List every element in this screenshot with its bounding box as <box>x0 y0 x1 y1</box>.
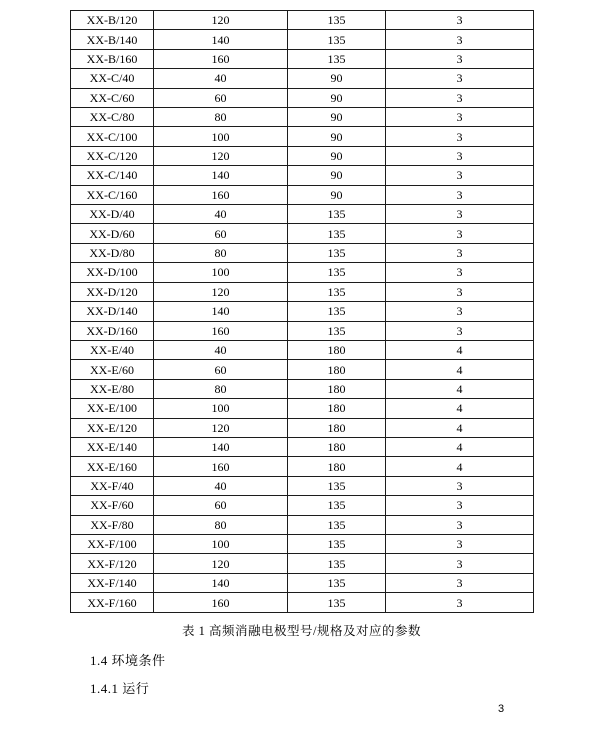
table-cell: 3 <box>386 166 534 185</box>
section-heading-operation: 1.4.1 运行 <box>90 681 150 696</box>
table-cell: XX-D/140 <box>71 302 154 321</box>
table-row <box>71 205 534 224</box>
table-row <box>71 554 534 573</box>
table-row <box>71 69 534 88</box>
table-row <box>71 224 534 243</box>
table-cell: XX-B/120 <box>71 11 154 30</box>
table-cell: 120 <box>154 11 288 30</box>
table-cell: 140 <box>154 166 288 185</box>
table-cell: 140 <box>154 573 288 592</box>
table-row <box>71 321 534 340</box>
table-cell: 3 <box>386 185 534 204</box>
table-cell: 60 <box>154 496 288 515</box>
table-cell: 135 <box>288 321 386 340</box>
table-row <box>71 166 534 185</box>
table-cell: XX-C/140 <box>71 166 154 185</box>
table-cell: 4 <box>386 437 534 456</box>
table-cell: XX-C/100 <box>71 127 154 146</box>
table-row <box>71 379 534 398</box>
electrode-spec-table <box>70 10 534 613</box>
table-cell: 120 <box>154 282 288 301</box>
table-cell: 180 <box>288 437 386 456</box>
table-cell: 135 <box>288 593 386 613</box>
table-cell: 160 <box>154 321 288 340</box>
table-cell: 3 <box>386 593 534 613</box>
table-cell: XX-E/120 <box>71 418 154 437</box>
table-cell: 180 <box>288 379 386 398</box>
table-cell: 135 <box>288 534 386 553</box>
table-cell: 3 <box>386 30 534 49</box>
table-cell: 80 <box>154 379 288 398</box>
table-cell: XX-F/100 <box>71 534 154 553</box>
table-row <box>71 457 534 476</box>
table-row <box>71 340 534 359</box>
table-cell: 140 <box>154 437 288 456</box>
table-cell: 3 <box>386 205 534 224</box>
table-cell: XX-D/80 <box>71 243 154 262</box>
table-cell: 135 <box>288 573 386 592</box>
table-cell: 135 <box>288 224 386 243</box>
table-row <box>71 360 534 379</box>
table-row <box>71 282 534 301</box>
table-cell: 160 <box>154 49 288 68</box>
table-cell: 100 <box>154 399 288 418</box>
table-cell: XX-F/140 <box>71 573 154 592</box>
table-cell: 3 <box>386 321 534 340</box>
table-cell: XX-F/160 <box>71 593 154 613</box>
table-cell: 180 <box>288 340 386 359</box>
table-cell: XX-D/60 <box>71 224 154 243</box>
table-cell: XX-E/100 <box>71 399 154 418</box>
table-cell: 60 <box>154 360 288 379</box>
table-row <box>71 30 534 49</box>
table-cell: 160 <box>154 457 288 476</box>
table-cell: 3 <box>386 69 534 88</box>
table-cell: XX-F/120 <box>71 554 154 573</box>
table-cell: 135 <box>288 302 386 321</box>
table-cell: XX-D/120 <box>71 282 154 301</box>
table-cell: XX-E/160 <box>71 457 154 476</box>
table-cell: 3 <box>386 534 534 553</box>
table-cell: XX-F/60 <box>71 496 154 515</box>
table-cell: 90 <box>288 146 386 165</box>
table-cell: 100 <box>154 263 288 282</box>
table-cell: 4 <box>386 340 534 359</box>
table-cell: 3 <box>386 282 534 301</box>
table-cell: 3 <box>386 302 534 321</box>
table-row <box>71 108 534 127</box>
table-cell: XX-B/160 <box>71 49 154 68</box>
table-cell: 120 <box>154 554 288 573</box>
table-cell: 160 <box>154 185 288 204</box>
table-cell: 40 <box>154 476 288 495</box>
table-row <box>71 263 534 282</box>
table-cell: 90 <box>288 88 386 107</box>
table-row <box>71 243 534 262</box>
table-cell: 135 <box>288 205 386 224</box>
table-cell: 90 <box>288 108 386 127</box>
table-cell: XX-D/100 <box>71 263 154 282</box>
table-row <box>71 534 534 553</box>
table-cell: 3 <box>386 11 534 30</box>
table-cell: 4 <box>386 418 534 437</box>
table-cell: XX-E/140 <box>71 437 154 456</box>
table-cell: 3 <box>386 515 534 534</box>
table-cell: 4 <box>386 399 534 418</box>
table-cell: XX-E/40 <box>71 340 154 359</box>
table-cell: 40 <box>154 69 288 88</box>
table-row <box>71 496 534 515</box>
table-row <box>71 302 534 321</box>
table-row <box>71 185 534 204</box>
table-cell: 120 <box>154 146 288 165</box>
table-cell: 90 <box>288 185 386 204</box>
table-cell: XX-C/160 <box>71 185 154 204</box>
table-row <box>71 127 534 146</box>
table-cell: 100 <box>154 534 288 553</box>
table-cell: 135 <box>288 476 386 495</box>
table-cell: 135 <box>288 496 386 515</box>
table-row <box>71 418 534 437</box>
table-cell: 180 <box>288 418 386 437</box>
table-cell: 80 <box>154 243 288 262</box>
table-row <box>71 476 534 495</box>
table-cell: 4 <box>386 360 534 379</box>
table-row <box>71 515 534 534</box>
section-heading-environment: 1.4 环境条件 <box>90 653 166 668</box>
table-cell: 3 <box>386 108 534 127</box>
table-cell: 80 <box>154 515 288 534</box>
table-row <box>71 573 534 592</box>
table-cell: 135 <box>288 263 386 282</box>
table-cell: 135 <box>288 11 386 30</box>
table-cell: 60 <box>154 88 288 107</box>
table-row <box>71 593 534 613</box>
table-cell: 180 <box>288 457 386 476</box>
table-cell: XX-C/60 <box>71 88 154 107</box>
table-row <box>71 146 534 165</box>
table-cell: 4 <box>386 379 534 398</box>
table-cell: 135 <box>288 49 386 68</box>
table-cell: 135 <box>288 554 386 573</box>
table-cell: 4 <box>386 457 534 476</box>
table-caption: 表 1 高频消融电极型号/规格及对应的参数 <box>182 624 421 638</box>
table-cell: XX-F/80 <box>71 515 154 534</box>
table-cell: 90 <box>288 69 386 88</box>
table-cell: 60 <box>154 224 288 243</box>
table-cell: XX-D/160 <box>71 321 154 340</box>
table-row <box>71 399 534 418</box>
table-row <box>71 49 534 68</box>
table-cell: XX-E/80 <box>71 379 154 398</box>
table-cell: 180 <box>288 399 386 418</box>
table-body <box>71 11 534 613</box>
table-row <box>71 437 534 456</box>
table-cell: 3 <box>386 554 534 573</box>
table-cell: 140 <box>154 30 288 49</box>
table-cell: 135 <box>288 30 386 49</box>
table-cell: 3 <box>386 476 534 495</box>
table-cell: XX-C/120 <box>71 146 154 165</box>
table-cell: 160 <box>154 593 288 613</box>
table-cell: 40 <box>154 340 288 359</box>
table-cell: 40 <box>154 205 288 224</box>
table-cell: 3 <box>386 49 534 68</box>
table-cell: XX-E/60 <box>71 360 154 379</box>
table-row <box>71 11 534 30</box>
table-cell: 140 <box>154 302 288 321</box>
table-row <box>71 88 534 107</box>
table-cell: XX-B/140 <box>71 30 154 49</box>
table-cell: 3 <box>386 573 534 592</box>
table-cell: 90 <box>288 166 386 185</box>
table-cell: 135 <box>288 515 386 534</box>
table-cell: 3 <box>386 146 534 165</box>
table-cell: XX-C/80 <box>71 108 154 127</box>
table-cell: 3 <box>386 88 534 107</box>
table-cell: XX-F/40 <box>71 476 154 495</box>
table-cell: 3 <box>386 243 534 262</box>
table-cell: 120 <box>154 418 288 437</box>
table-cell: 135 <box>288 282 386 301</box>
page-number: 3 <box>498 703 505 715</box>
table-cell: XX-D/40 <box>71 205 154 224</box>
table-cell: 3 <box>386 127 534 146</box>
table-cell: 135 <box>288 243 386 262</box>
table-cell: 180 <box>288 360 386 379</box>
table-cell: XX-C/40 <box>71 69 154 88</box>
table-cell: 3 <box>386 224 534 243</box>
table-cell: 100 <box>154 127 288 146</box>
table-cell: 90 <box>288 127 386 146</box>
table-cell: 3 <box>386 496 534 515</box>
table-cell: 3 <box>386 263 534 282</box>
table-cell: 80 <box>154 108 288 127</box>
